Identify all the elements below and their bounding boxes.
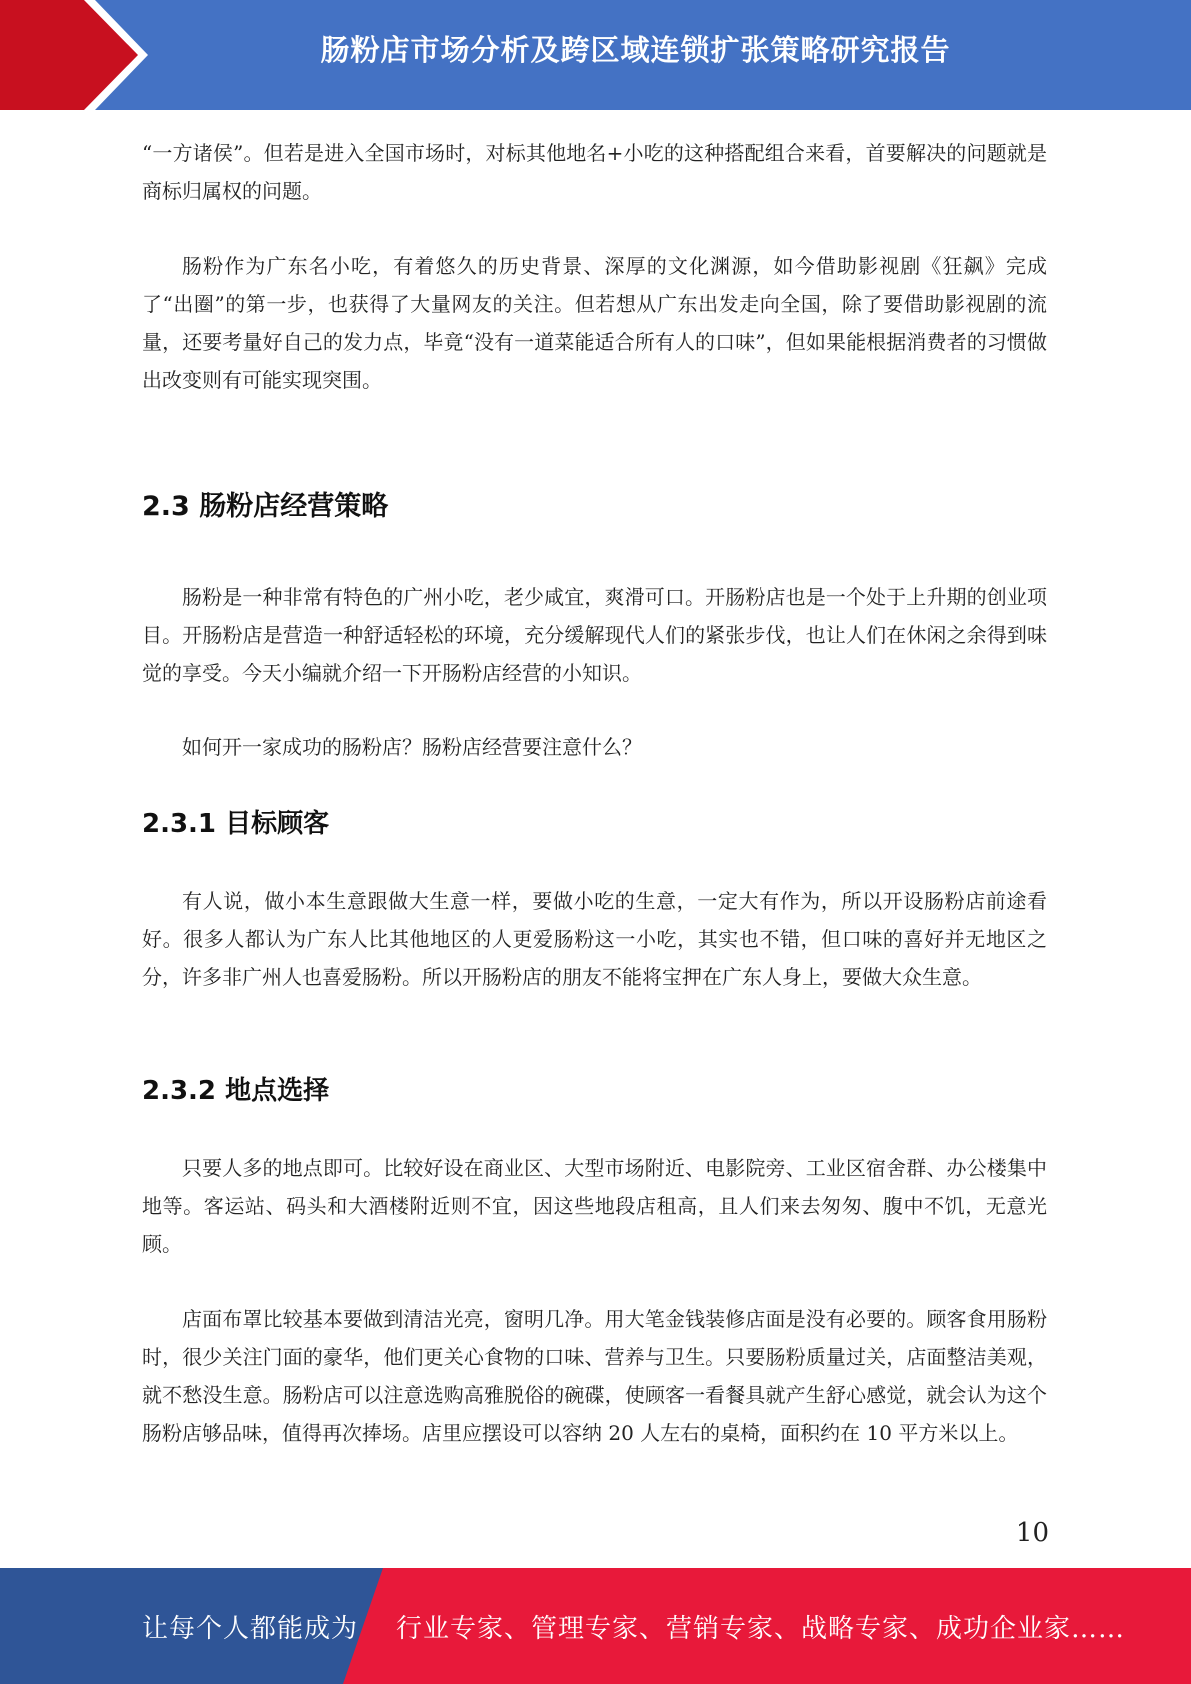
section-heading-2-3-2: 2.3.2 地点选择 xyxy=(142,1076,330,1106)
paragraph-2: 肠粉作为广东名小吃，有着悠久的历史背景、深厚的文化渊源，如今借助影视剧《狂飙》完成了“出圈”的第一步，也获得了大量网友的关注。但若想从广东出发走向全国，除了要借助影视剧的流量，还要考量好自己的发力点，毕竟“没有一道菜能适合所有人的口味”，但如果能根据消费者的习惯做出改变则有可能实现突围。 xyxy=(142,254,1047,392)
paragraph-3: 肠粉是一种非常有特色的广州小吃，老少咸宜，爽滑可口。开肠粉店也是一个处于上升期的创业项目。开肠粉店是营造一种舒适轻松的环境，充分缓解现代人们的紧张步伐，也让人们在休闲之余得到味觉的享受。今天小编就介绍一下开肠粉店经营的小知识。 xyxy=(142,585,1047,685)
section-heading-2-3-1: 2.3.1 目标顾客 xyxy=(142,809,330,839)
footer-slogan-left: 让每个人都能成为 xyxy=(142,1614,359,1644)
page-number: 10 xyxy=(1015,1518,1049,1548)
page-header xyxy=(0,0,1191,110)
paragraph-1: “一方诸侯”。但若是进入全国市场时，对标其他地名+小吃的这种搭配组合来看，首要解决的问题就是商标归属权的问题。 xyxy=(142,141,1047,203)
paragraph-4: 如何开一家成功的肠粉店？肠粉店经营要注意什么？ xyxy=(182,735,642,759)
section-heading-2-3: 2.3 肠粉店经营策略 xyxy=(142,491,389,522)
footer-slogan-right: 行业专家、管理专家、营销专家、战略专家、成功企业家…… xyxy=(396,1614,1126,1644)
paragraph-7: 店面布罩比较基本要做到清洁光亮，窗明几净。用大笔金钱装修店面是没有必要的。顾客食用肠粉时，很少关注门面的豪华，他们更关心食物的口味、营养与卫生。只要肠粉质量过关，店面整洁美观，就不愁没生意。肠粉店可以注意选购高雅脱俗的碗碟，使顾客一看餐具就产生舒心感觉，就会认为这个肠粉店够品味，值得再次捧场。店里应摆设可以容纳 20 人左右的桌椅，面积约在 10 平方米以上。 xyxy=(142,1307,1047,1445)
page-footer xyxy=(0,1568,1191,1684)
report-title: 肠粉店市场分析及跨区域连锁扩张策略研究报告 xyxy=(320,33,951,67)
paragraph-6: 只要人多的地点即可。比较好设在商业区、大型市场附近、电影院旁、工业区宿舍群、办公楼集中地等。客运站、码头和大酒楼附近则不宜，因这些地段店租高，且人们来去匆匆、腹中不饥，无意光顾。 xyxy=(142,1156,1047,1256)
paragraph-5: 有人说，做小本生意跟做大生意一样，要做小吃的生意，一定大有作为，所以开设肠粉店前途看好。很多人都认为广东人比其他地区的人更爱肠粉这一小吃，其实也不错，但口味的喜好并无地区之分，许多非广州人也喜爱肠粉。所以开肠粉店的朋友不能将宝押在广东人身上，要做大众生意。 xyxy=(142,889,1047,989)
header-arrow-decoration xyxy=(0,0,160,110)
